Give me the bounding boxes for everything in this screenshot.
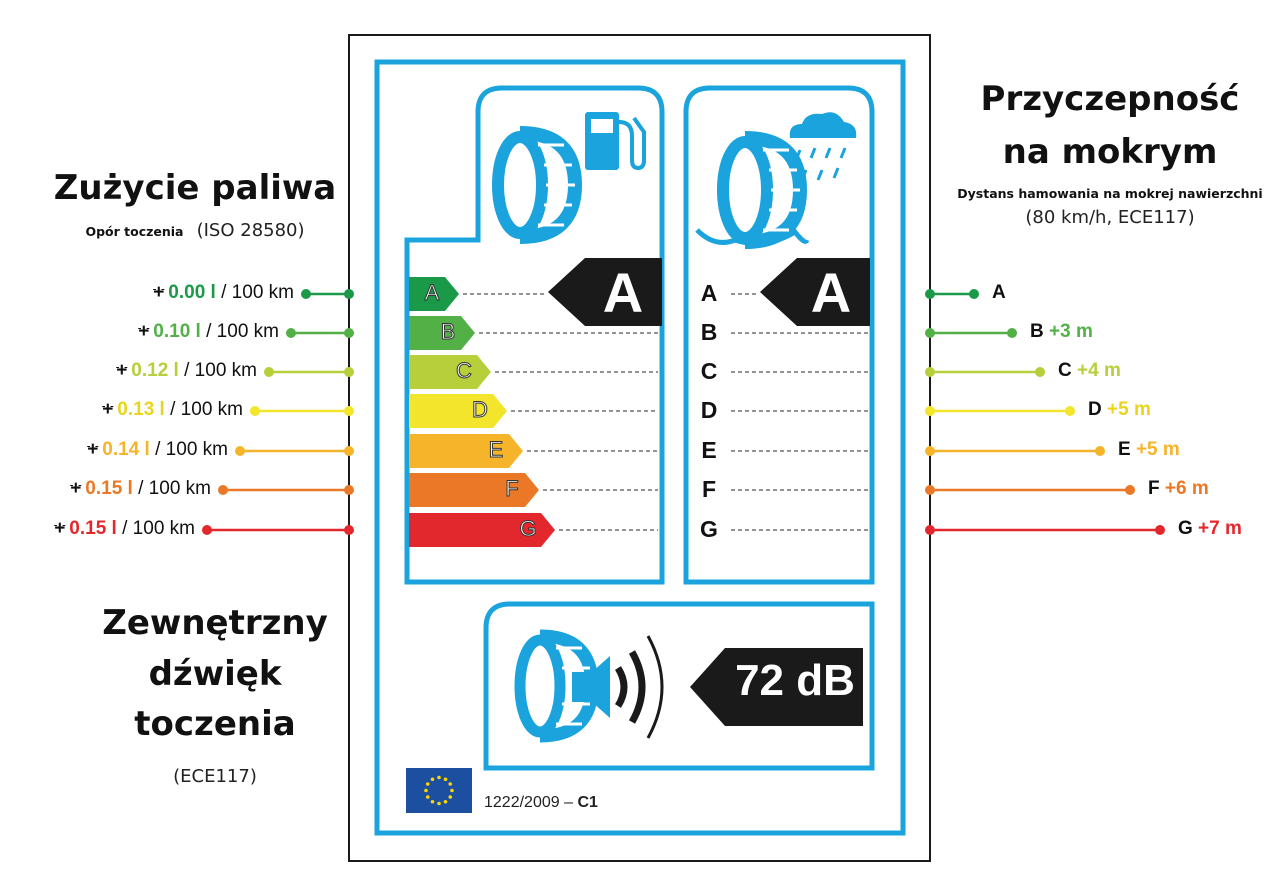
wet-leader-dot <box>1065 406 1075 416</box>
fuel-value: 0.00 l <box>168 282 216 303</box>
wet-leader-dot <box>925 406 935 416</box>
plus-minus-symbol: + <box>87 439 99 460</box>
eu-star <box>450 789 454 793</box>
wet-title-line2: na mokrym <box>1002 131 1218 172</box>
wet-class-e: E <box>701 437 717 463</box>
wet-distance-class: B <box>1030 321 1044 342</box>
noise-subtitle: (ECE117) <box>173 766 257 787</box>
fuel-leader-dot <box>218 485 228 495</box>
fuel-value: 0.10 l <box>153 321 201 342</box>
wet-distance-class: G <box>1178 518 1193 539</box>
wet-leader-dot <box>925 289 935 299</box>
tire-icon <box>498 133 575 237</box>
fuel-leader-dot <box>235 446 245 456</box>
fuel-class-letter-f: F <box>505 476 519 501</box>
wet-subtitle-bold: Dystans hamowania na mokrej nawierzchni <box>957 186 1263 201</box>
fuel-subtitle-iso: (ISO 28580) <box>196 220 305 241</box>
fuel-unit: / 100 km <box>178 360 257 381</box>
wet-class-g: G <box>700 516 718 542</box>
fuel-class-bar-c <box>409 355 491 389</box>
wet-leader-dot <box>1035 367 1045 377</box>
fuel-leader-dot <box>344 485 354 495</box>
plus-minus-symbol: + <box>116 360 128 381</box>
wet-leader-dot <box>1125 485 1135 495</box>
wet-leader-dot <box>925 525 935 535</box>
wet-distance-class: E <box>1118 439 1131 460</box>
fuel-value: 0.15 l <box>69 518 117 539</box>
plus-minus-symbol: + <box>70 478 82 499</box>
wet-leader-dot <box>1095 446 1105 456</box>
fuel-title: Zużycie paliwa <box>53 168 337 208</box>
plus-minus-symbol: + <box>153 282 165 303</box>
eu-star <box>448 795 452 799</box>
wet-distance-value: +5 m <box>1101 399 1151 420</box>
wet-leader-dot <box>925 485 935 495</box>
regulation-class: C1 <box>577 794 598 811</box>
fuel-leader-dot <box>202 525 212 535</box>
eu-star <box>444 777 448 781</box>
fuel-class-letter-a: A <box>424 280 440 305</box>
regulation-text: 1222/2009 – <box>484 794 573 811</box>
wet-distance-class: F <box>1148 478 1160 499</box>
eu-star <box>426 795 430 799</box>
fuel-unit: / 100 km <box>215 282 294 303</box>
wet-distance-class: C <box>1058 360 1072 381</box>
fuel-leader-dot <box>344 446 354 456</box>
plus-minus-symbol: + <box>54 518 66 539</box>
wet-class-a: A <box>700 280 718 306</box>
noise-title-line1: Zewnętrzny <box>102 603 328 643</box>
wet-distance-value: +4 m <box>1071 360 1121 381</box>
wet-class-b: B <box>700 319 718 345</box>
fuel-leader-dot <box>301 289 311 299</box>
plus-minus-symbol: + <box>102 399 114 420</box>
noise-title-line2: dźwięk <box>148 653 282 694</box>
wet-distance-class: D <box>1088 399 1102 420</box>
eu-star <box>437 776 441 780</box>
fuel-unit: / 100 km <box>116 518 195 539</box>
fuel-class-letter-c: C <box>456 358 472 383</box>
plus-minus-symbol: + <box>138 321 150 342</box>
noise-title-line3: toczenia <box>134 704 296 744</box>
fuel-class-letter-b: B <box>440 319 456 344</box>
fuel-leader-dot <box>344 406 354 416</box>
wet-distance-value: +5 m <box>1130 439 1180 460</box>
fuel-rating-letter: A <box>602 261 644 324</box>
fuel-pump-icon <box>585 112 644 170</box>
eu-star <box>431 777 435 781</box>
fuel-unit: / 100 km <box>164 399 243 420</box>
wet-class-c: C <box>700 358 718 384</box>
wet-distance-value: +6 m <box>1159 478 1209 499</box>
fuel-unit: / 100 km <box>200 321 279 342</box>
eu-star <box>431 800 435 804</box>
wet-leader-dot <box>925 328 935 338</box>
sound-wave-icon <box>618 636 662 738</box>
wet-leader-dot <box>925 446 935 456</box>
eu-star <box>426 782 430 786</box>
wet-leader-dot <box>969 289 979 299</box>
wet-leader-dot <box>1007 328 1017 338</box>
wet-subtitle: (80 km/h, ECE117) <box>1025 207 1195 228</box>
eu-star <box>437 802 441 806</box>
fuel-leader-dot <box>344 525 354 535</box>
eu-star <box>424 789 428 793</box>
eu-flag-icon <box>406 768 472 813</box>
fuel-leader-dot <box>344 328 354 338</box>
wet-class-f: F <box>701 476 717 502</box>
fuel-unit: / 100 km <box>149 439 228 460</box>
fuel-value: 0.15 l <box>85 478 133 499</box>
wet-class-d: D <box>700 397 718 423</box>
tire-icon <box>697 138 807 244</box>
fuel-leader-dot <box>344 367 354 377</box>
wet-title-line1: Przyczepność <box>980 79 1240 119</box>
fuel-unit: / 100 km <box>132 478 211 499</box>
fuel-class-letter-g: G <box>519 516 537 541</box>
wet-leader-dot <box>925 367 935 377</box>
fuel-value: 0.13 l <box>117 399 165 420</box>
regulation-label <box>484 794 598 812</box>
fuel-leader-dot <box>286 328 296 338</box>
wet-leader-dot <box>1155 525 1165 535</box>
fuel-leader-dot <box>344 289 354 299</box>
fuel-leader-dot <box>264 367 274 377</box>
fuel-subtitle-bold: Opór toczenia <box>85 224 184 239</box>
noise-value: 72 dB <box>735 656 855 705</box>
fuel-value: 0.12 l <box>131 360 179 381</box>
wet-rating-letter: A <box>810 261 852 324</box>
fuel-value: 0.14 l <box>102 439 150 460</box>
wet-distance-class: A <box>992 282 1006 303</box>
fuel-leader-dot <box>250 406 260 416</box>
wet-distance-value: +7 m <box>1192 518 1242 539</box>
eu-star <box>448 782 452 786</box>
eu-star <box>444 800 448 804</box>
fuel-class-letter-d: D <box>472 397 488 422</box>
wet-distance-value: +3 m <box>1043 321 1093 342</box>
fuel-class-letter-e: E <box>488 437 504 462</box>
